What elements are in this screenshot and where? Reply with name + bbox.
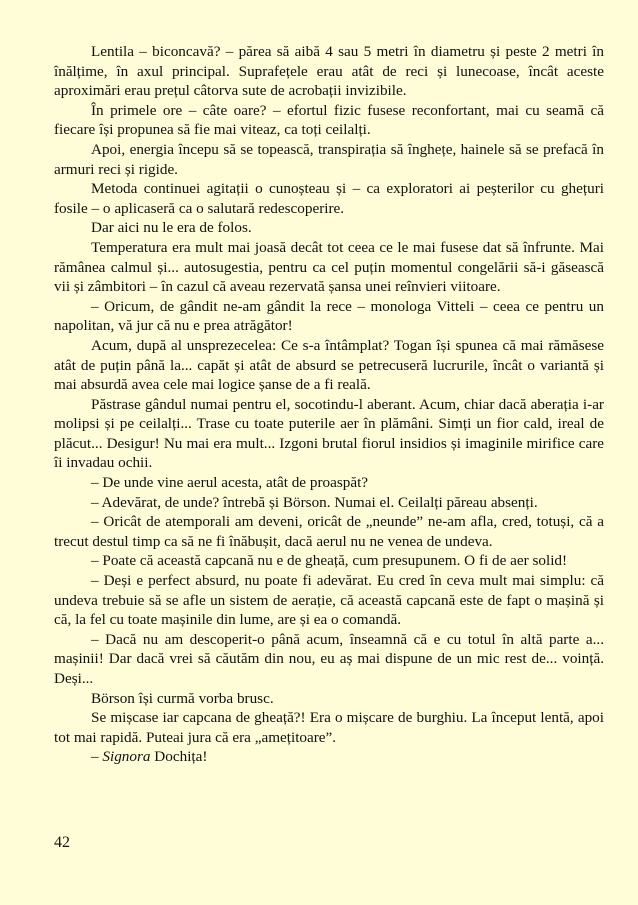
dialogue-dash: – [91, 748, 103, 766]
paragraph: – Adevărat, de unde? întrebă și Börson. Numai el. Ceilalți păreau absenți. [91, 493, 538, 511]
paragraph: – Oricum, de gândit ne-am gândit la rece – monologa Vitteli – ceea ce pentru un napolitan, vă jur că nu e prea atrăgător! [54, 297, 604, 335]
paragraph: – Dacă nu am descoperit-o până acum, înseamnă că e cu totul în altă parte a... mașinii! Dar dacă vrei să căutăm din nou, eu aș mai dispune de un mic rest de... voință. Deși... [54, 630, 604, 687]
paragraph: Acum, după al unsprezecelea: Ce s-a întâmplat? Togan își spunea că mai rămăsese atât de puțin până la... capăt și atât de absurd se petrecuseră lucrurile, încât o variantă și mai absurdă avea cele mai logice șanse de a fi reală. [54, 336, 604, 394]
paragraph: Apoi, energia începu să se topească, transpirația să înghețe, hainele să se prefacă în armuri reci și rigide. [54, 140, 604, 178]
paragraph: Lentila – biconcavă? – părea să aibă 4 sau 5 metri în diametru și peste 2 metri în înălțime, în axul principal. Suprafețele erau atât de reci și lunecoase, încât aceste aproximări erau prețul câtorva sute de acrobații invizibile. [54, 43, 604, 100]
paragraph: – Deși e perfect absurd, nu poate fi adevărat. Eu cred în ceva mult mai simplu: că undeva trebuie să se afle un sistem de aerație, că această capcană este de fapt o mașină și că, la fel cu toate mașinile din lume, are și ea o comandă. [54, 572, 604, 629]
paragraph: – Poate că această capcană nu e de gheață, cum presupunem. O fi de aer solid! [91, 552, 568, 570]
page-number: 42 [54, 834, 70, 851]
paragraph: Temperatura era mult mai joasă decât tot ceea ce le mai fusese dat să înfrunte. Mai rămânea calmul și... autosugestia, pentru ca cel puțin momentul congelării să-i găsească vii și zâmbitori – în cazul că aveau rezervată șansa unei reînvieri viitoare. [54, 238, 604, 296]
body-text [54, 42, 604, 767]
paragraph: Metoda continuei agitații o cunoșteau și – ca exploratori ai peșterilor cu ghețuri fosile – o aplicaseră ca o salutară redescoperire. [54, 180, 604, 217]
final-paragraph [54, 747, 604, 767]
paragraph: Se mișcase iar capcana de gheață?! Era o mișcare de burghiu. La început lentă, apoi tot mai rapidă. Puteai jura că era „amețitoare”. [54, 709, 604, 746]
final-text: Dochița! [150, 748, 208, 766]
paragraph: Börson își curmă vorba brusc. [91, 689, 274, 707]
paragraph: – Oricât de atemporali am deveni, oricât de „neunde” ne-am afla, cred, totuși, că a trecut destul timp ca să ne fi înăbușit, dacă aerul nu ne venea de undeva. [54, 513, 604, 550]
paragraph: Păstrase gândul numai pentru el, socotindu-l aberant. Acum, chiar dacă aberația i-ar molipsi și pe ceilalți... Trase cu toate puterile aer în plămâni. Simți un fior cald, ireal de plăcut... Desigur! Nu mai era mult... Izgoni brutal fiorul insidios și imaginile mirifice care îi invadau ochii. [54, 395, 604, 472]
paragraph: În primele ore – câte oare? – efortul fizic fusese reconfortant, mai cu seamă că fiecare își propunea să fie mai viteaz, ca toți ceilalți. [54, 101, 604, 139]
paragraph: Dar aici nu le era de folos. [91, 219, 252, 237]
italic-word: Signora [102, 748, 151, 766]
paragraph: – De unde vine aerul acesta, atât de proaspăt? [91, 474, 369, 492]
